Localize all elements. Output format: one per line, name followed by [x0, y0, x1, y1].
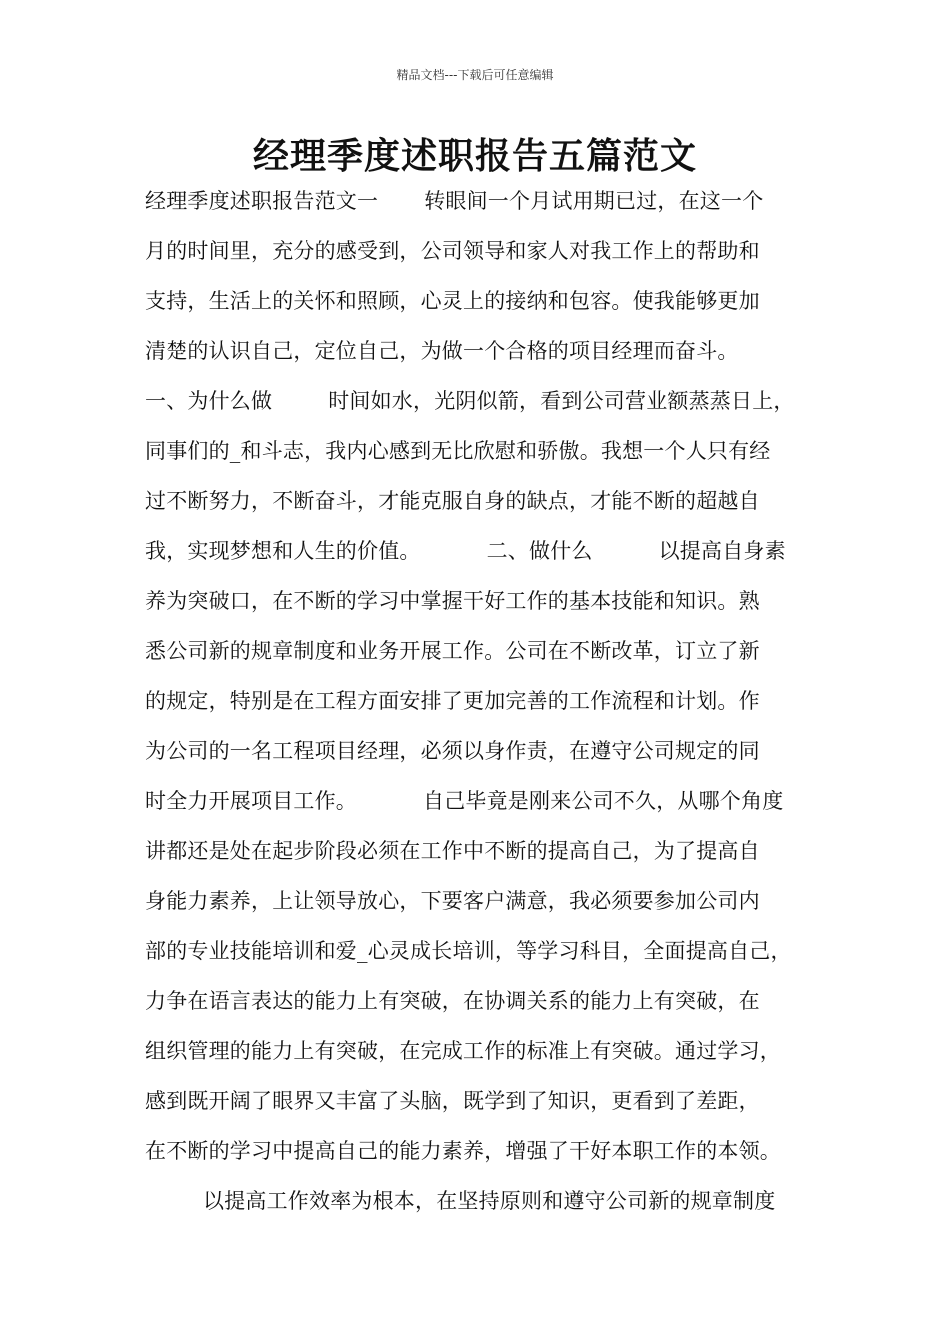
body-text: 讲都还是处在起步阶段必须在工作中不断的提高自己，为了提高自 — [145, 839, 760, 863]
body-text: 以提高工作效率为根本，在坚持原则和遵守公司新的规章制度 — [203, 1189, 776, 1213]
body-text: 在不断的学习中提高自己的能力素养，增强了干好本职工作的本领。 — [145, 1139, 781, 1163]
body-text: 组织管理的能力上有突破，在完成工作的标准上有突破。通过学习， — [145, 1039, 781, 1063]
body-text: 经理季度述职报告范文一 — [145, 189, 379, 213]
page-header: 精品文档---下载后可任意编辑 — [396, 68, 554, 82]
body-line — [145, 676, 825, 726]
body-line — [145, 776, 825, 826]
body-text: 二、做什么 — [486, 539, 593, 563]
body-text: 感到既开阔了眼界又丰富了头脑，既学到了知识，更看到了差距， — [145, 1089, 760, 1113]
body-line — [145, 326, 825, 376]
body-text: 养为突破口，在不断的学习中掌握干好工作的基本技能和知识。熟 — [145, 589, 760, 613]
body-line — [145, 526, 825, 576]
body-line — [145, 976, 825, 1026]
body-line — [145, 876, 825, 926]
body-text: 以提高自身素 — [658, 539, 786, 563]
body-text: 转眼间一个月试用期已过，在这一个 — [424, 189, 764, 213]
body-text: 身能力素养，上让领导放心，下要客户满意，我必须要参加公司内 — [145, 889, 760, 913]
body-text: 部的专业技能培训和爱_心灵成长培训，等学习科目，全面提高自己， — [145, 939, 792, 963]
body-text: 支持，生活上的关怀和照顾，心灵上的接纳和包容。使我能够更加 — [145, 289, 760, 313]
body-line — [145, 926, 825, 976]
body-line — [145, 626, 825, 676]
document-title: 经理季度述职报告五篇范文 — [252, 136, 697, 177]
body-text: 清楚的认识自己，定位自己，为做一个合格的项目经理而奋斗。 — [145, 339, 739, 363]
document-body — [145, 176, 825, 1226]
body-line — [145, 1026, 825, 1076]
body-line — [145, 1176, 825, 1226]
body-line — [145, 726, 825, 776]
body-line — [145, 576, 825, 626]
body-text: 同事们的_和斗志，我内心感到无比欣慰和骄傲。我想一个人只有经 — [145, 439, 771, 463]
body-line — [145, 226, 825, 276]
body-text: 悉公司新的规章制度和业务开展工作。公司在不断改革，订立了新 — [145, 639, 760, 663]
body-text: 过不断努力，不断奋斗，才能克服自身的缺点，才能不断的超越自 — [145, 489, 760, 513]
body-text: 时间如水，光阴似箭，看到公司营业额蒸蒸日上， — [328, 389, 795, 413]
body-line — [145, 826, 825, 876]
body-text: 力争在语言表达的能力上有突破，在协调关系的能力上有突破，在 — [145, 989, 760, 1013]
body-line — [145, 476, 825, 526]
body-line — [145, 1076, 825, 1126]
body-text: 一、为什么做 — [145, 389, 273, 413]
body-text: 为公司的一名工程项目经理，必须以身作责，在遵守公司规定的同 — [145, 739, 760, 763]
body-line — [145, 376, 825, 426]
body-text: 时全力开展项目工作。 — [145, 789, 357, 813]
body-text: 我，实现梦想和人生的价值。 — [145, 539, 421, 563]
body-line — [145, 1126, 825, 1176]
body-line — [145, 176, 825, 226]
body-text: 月的时间里，充分的感受到，公司领导和家人对我工作上的帮助和 — [145, 239, 760, 263]
body-line — [145, 426, 825, 476]
body-text: 自己毕竟是刚来公司不久，从哪个角度 — [423, 789, 784, 813]
body-line — [145, 276, 825, 326]
body-text: 的规定，特别是在工程方面安排了更加完善的工作流程和计划。作 — [145, 689, 760, 713]
